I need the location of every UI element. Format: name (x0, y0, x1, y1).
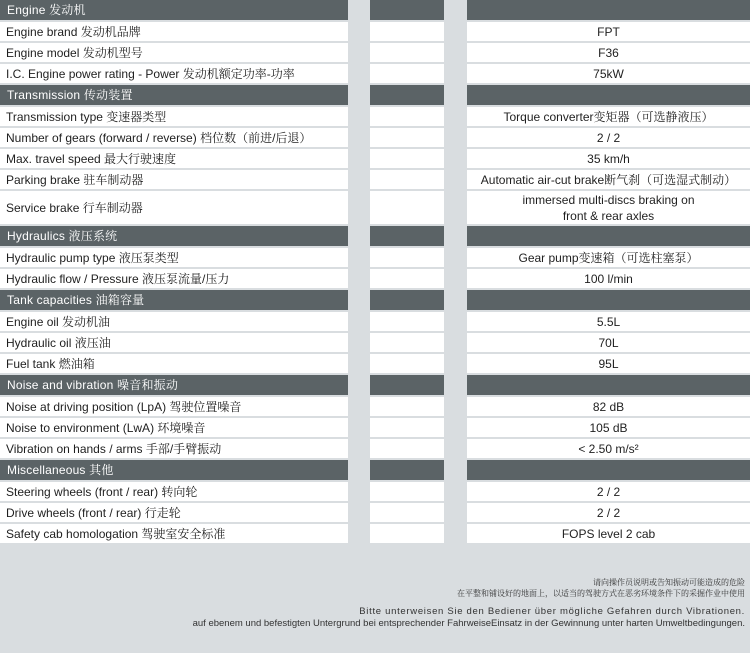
service-brake-value-line: front & rear axles (562, 208, 655, 223)
blank-cell (370, 397, 444, 416)
service-brake-value (467, 191, 750, 224)
drive-wheels-value: 2 / 2 (467, 503, 750, 522)
blank-cell (370, 524, 444, 543)
parking-brake-label: Parking brake 驻车制动器 (0, 170, 348, 189)
blank-cell (370, 149, 444, 168)
vibration-hands-arms-label: Vibration on hands / arms 手部/手臂振动 (0, 439, 348, 458)
blank-cell (370, 170, 444, 189)
steering-wheels-value: 2 / 2 (467, 482, 750, 501)
blank-cell (370, 333, 444, 352)
blank-cell (370, 128, 444, 147)
transmission-type-label: Transmission type 变速器类型 (0, 107, 348, 126)
engine-power-value: 75kW (467, 64, 750, 83)
section-header-block (467, 375, 750, 395)
notice-de-line: Bitte unterweisen Sie den Bediener über mögliche Gefahren durch Vibrationen. (359, 606, 745, 617)
row-number-of-gears (0, 128, 750, 147)
number-of-gears-label: Number of gears (forward / reverse) 档位数（前进/后退） (0, 128, 348, 147)
service-brake-label: Service brake 行车制动器 (0, 191, 348, 224)
parking-brake-value: Automatic air-cut brake断气刹（可选湿式制动） (467, 170, 750, 189)
hydraulic-oil-label: Hydraulic oil 液压油 (0, 333, 348, 352)
blank-cell (370, 439, 444, 458)
engine-power-label: I.C. Engine power rating - Power 发动机额定功率-功率 (0, 64, 348, 83)
footer-notice (5, 577, 745, 629)
row-engine-brand (0, 22, 750, 41)
transmission-type-value: Torque converter变矩器（可选静液压） (467, 107, 750, 126)
blank-cell (370, 312, 444, 331)
engine-oil-label: Engine oil 发动机油 (0, 312, 348, 331)
row-hydraulic-flow (0, 269, 750, 288)
section-header-engine (0, 0, 750, 20)
section-header-block (467, 226, 750, 246)
blank-cell (370, 503, 444, 522)
section-header-block (370, 290, 444, 310)
blank-cell (370, 64, 444, 83)
row-engine-oil (0, 312, 750, 331)
row-service-brake (0, 191, 750, 224)
notice-de (5, 606, 745, 629)
section-header-block (370, 0, 444, 20)
hydraulic-oil-value: 70L (467, 333, 750, 352)
section-title-tank-capacities: Tank capacities 油箱容量 (0, 290, 348, 310)
row-noise-driving-position (0, 397, 750, 416)
fuel-tank-value: 95L (467, 354, 750, 373)
drive-wheels-label: Drive wheels (front / rear) 行走轮 (0, 503, 348, 522)
engine-model-value: F36 (467, 43, 750, 62)
steering-wheels-label: Steering wheels (front / rear) 转向轮 (0, 482, 348, 501)
max-travel-speed-label: Max. travel speed 最大行驶速度 (0, 149, 348, 168)
section-title-noise-vibration: Noise and vibration 噪音和振动 (0, 375, 348, 395)
row-max-travel-speed (0, 149, 750, 168)
row-hydraulic-oil (0, 333, 750, 352)
section-header-hydraulics (0, 226, 750, 246)
row-drive-wheels (0, 503, 750, 522)
section-header-miscellaneous (0, 460, 750, 480)
section-header-block (467, 290, 750, 310)
hydraulic-pump-type-value: Gear pump变速箱（可选柱塞泵） (467, 248, 750, 267)
section-header-block (467, 85, 750, 105)
noise-driving-position-value: 82 dB (467, 397, 750, 416)
vibration-hands-arms-value: < 2.50 m/s² (467, 439, 750, 458)
section-header-block (370, 226, 444, 246)
row-noise-environment (0, 418, 750, 437)
blank-cell (370, 107, 444, 126)
hydraulic-pump-type-label: Hydraulic pump type 液压泵类型 (0, 248, 348, 267)
service-brake-value-line: immersed multi-discs braking on (522, 192, 695, 207)
noise-environment-value: 105 dB (467, 418, 750, 437)
section-header-block (370, 375, 444, 395)
noise-environment-label: Noise to environment (LwA) 环境噪音 (0, 418, 348, 437)
blank-cell (370, 354, 444, 373)
row-transmission-type (0, 107, 750, 126)
engine-brand-label: Engine brand 发动机品牌 (0, 22, 348, 41)
section-title-engine: Engine 发动机 (0, 0, 348, 20)
blank-cell (370, 22, 444, 41)
engine-oil-value: 5.5L (467, 312, 750, 331)
hydraulic-flow-label: Hydraulic flow / Pressure 液压泵流量/压力 (0, 269, 348, 288)
notice-de-line: auf ebenem und befestigten Untergrund bei entsprechender FahrweiseEinsatz in der Gewinnung unter harten Umweltbedingungen. (192, 617, 745, 629)
safety-cab-homologation-value: FOPS level 2 cab (467, 524, 750, 543)
blank-cell (370, 269, 444, 288)
notice-zh-line: 在平整和铺设好的地面上，以适当的驾驶方式在恶劣环境条件下的采掘作业中使用 (457, 589, 745, 598)
row-hydraulic-pump-type (0, 248, 750, 267)
section-title-transmission: Transmission 传动装置 (0, 85, 348, 105)
notice-zh-line: 请向操作员说明或告知振动可能造成的危险 (593, 578, 745, 587)
row-safety-cab-homologation (0, 524, 750, 543)
blank-cell (370, 418, 444, 437)
fuel-tank-label: Fuel tank 燃油箱 (0, 354, 348, 373)
section-header-transmission (0, 85, 750, 105)
hydraulic-flow-value: 100 l/min (467, 269, 750, 288)
row-fuel-tank (0, 354, 750, 373)
section-header-block (467, 0, 750, 20)
blank-cell (370, 248, 444, 267)
section-header-noise-vibration (0, 375, 750, 395)
row-steering-wheels (0, 482, 750, 501)
section-header-tank-capacities (0, 290, 750, 310)
row-engine-model (0, 43, 750, 62)
section-title-hydraulics: Hydraulics 液压系统 (0, 226, 348, 246)
number-of-gears-value: 2 / 2 (467, 128, 750, 147)
engine-model-label: Engine model 发动机型号 (0, 43, 348, 62)
section-title-miscellaneous: Miscellaneous 其他 (0, 460, 348, 480)
notice-zh (5, 577, 745, 599)
safety-cab-homologation-label: Safety cab homologation 驾驶室安全标准 (0, 524, 348, 543)
max-travel-speed-value: 35 km/h (467, 149, 750, 168)
blank-cell (370, 482, 444, 501)
noise-driving-position-label: Noise at driving position (LpA) 驾驶位置噪音 (0, 397, 348, 416)
row-vibration-hands-arms (0, 439, 750, 458)
section-header-block (370, 85, 444, 105)
blank-cell (370, 43, 444, 62)
row-parking-brake (0, 170, 750, 189)
row-engine-power (0, 64, 750, 83)
section-header-block (370, 460, 444, 480)
blank-cell (370, 191, 444, 224)
section-header-block (467, 460, 750, 480)
engine-brand-value: FPT (467, 22, 750, 41)
